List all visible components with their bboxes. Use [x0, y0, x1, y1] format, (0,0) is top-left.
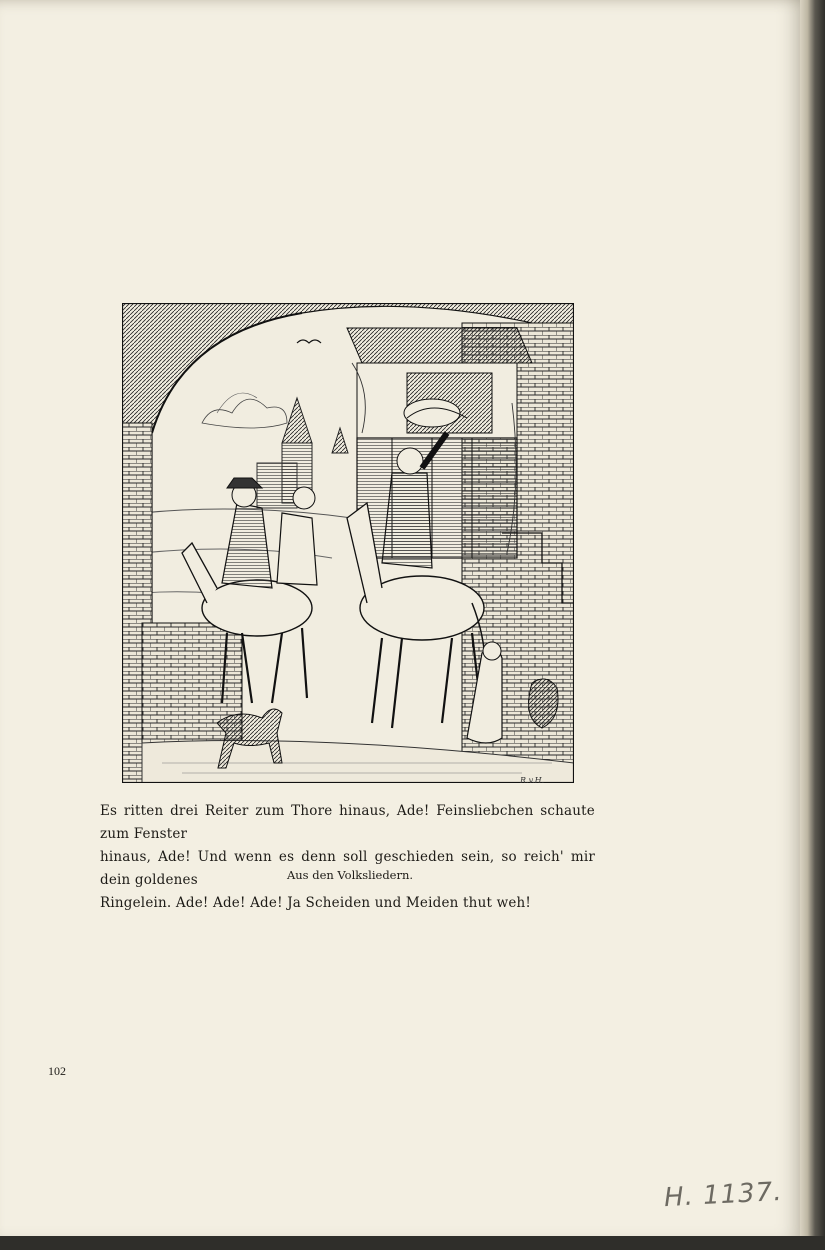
source-attribution: Aus den Volksliedern. [286, 868, 414, 882]
caption-line: Es ritten drei Reiter zum Thore hinaus, Ade! Feinsliebchen schaute zum Fenster [100, 803, 595, 842]
caption-line: hinaus, Ade! Und wenn es denn soll geschieden sein, so reich' mir dein goldenes [100, 849, 595, 888]
caption-text [100, 800, 595, 915]
woodcut-illustration [122, 303, 574, 783]
page-edge [800, 0, 825, 1250]
book-bottom-edge [0, 1236, 825, 1250]
caption-line: Ringelein. Ade! Ade! Ade! Ja Scheiden und Meiden thut weh! [100, 895, 532, 911]
page-number: 102 [48, 1064, 66, 1078]
shelfmark-annotation: H. 1137. [663, 1176, 784, 1214]
artist-signature: R.v.H. [520, 776, 545, 785]
